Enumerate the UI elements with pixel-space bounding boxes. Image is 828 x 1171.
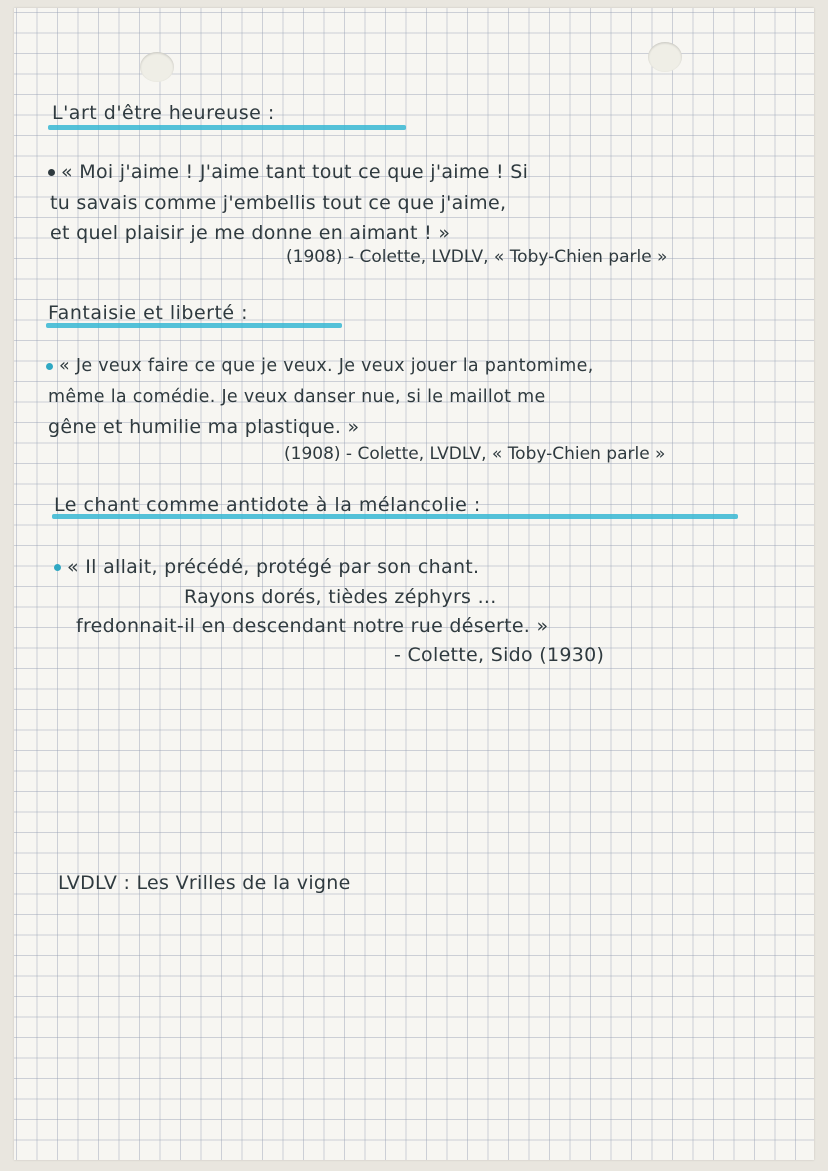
punch-hole-right <box>648 42 682 72</box>
section-title: Fantaisie et liberté : <box>48 302 249 324</box>
quote-line: tu savais comme j'embellis tout ce que j'aime, <box>50 192 507 214</box>
quote-line: « Je veux faire ce que je veux. Je veux jouer la pantomime, <box>46 356 594 376</box>
quote-line: gêne et humilie ma plastique. » <box>48 416 360 438</box>
quote-citation: (1908) - Colette, LVDLV, « Toby-Chien parle » <box>284 444 666 464</box>
quote-citation: (1908) - Colette, LVDLV, « Toby-Chien parle » <box>286 247 668 267</box>
quote-line: fredonnait-il en descendant notre rue déserte. » <box>76 615 549 637</box>
section-title: L'art d'être heureuse : <box>52 102 275 124</box>
quote-line: même la comédie. Je veux danser nue, si le maillot me <box>48 387 546 407</box>
bullet-icon <box>48 169 55 176</box>
bullet-icon <box>54 564 61 571</box>
quote-line: « Il allait, précédé, protégé par son chant. <box>54 556 479 578</box>
section-title: Le chant comme antidote à la mélancolie : <box>54 494 481 516</box>
quote-citation: - Colette, Sido (1930) <box>394 644 605 666</box>
abbreviation-footnote: LVDLV : Les Vrilles de la vigne <box>58 872 351 894</box>
notebook-page <box>14 8 814 1160</box>
quote-line: « Moi j'aime ! J'aime tant tout ce que j'aime ! Si <box>48 161 528 183</box>
bullet-icon <box>46 363 53 370</box>
punch-hole-left <box>140 52 174 82</box>
heading-highlight <box>48 125 406 130</box>
quote-line: et quel plaisir je me donne en aimant ! » <box>50 222 451 244</box>
quote-line: Rayons dorés, tièdes zéphyrs ... <box>184 586 497 608</box>
